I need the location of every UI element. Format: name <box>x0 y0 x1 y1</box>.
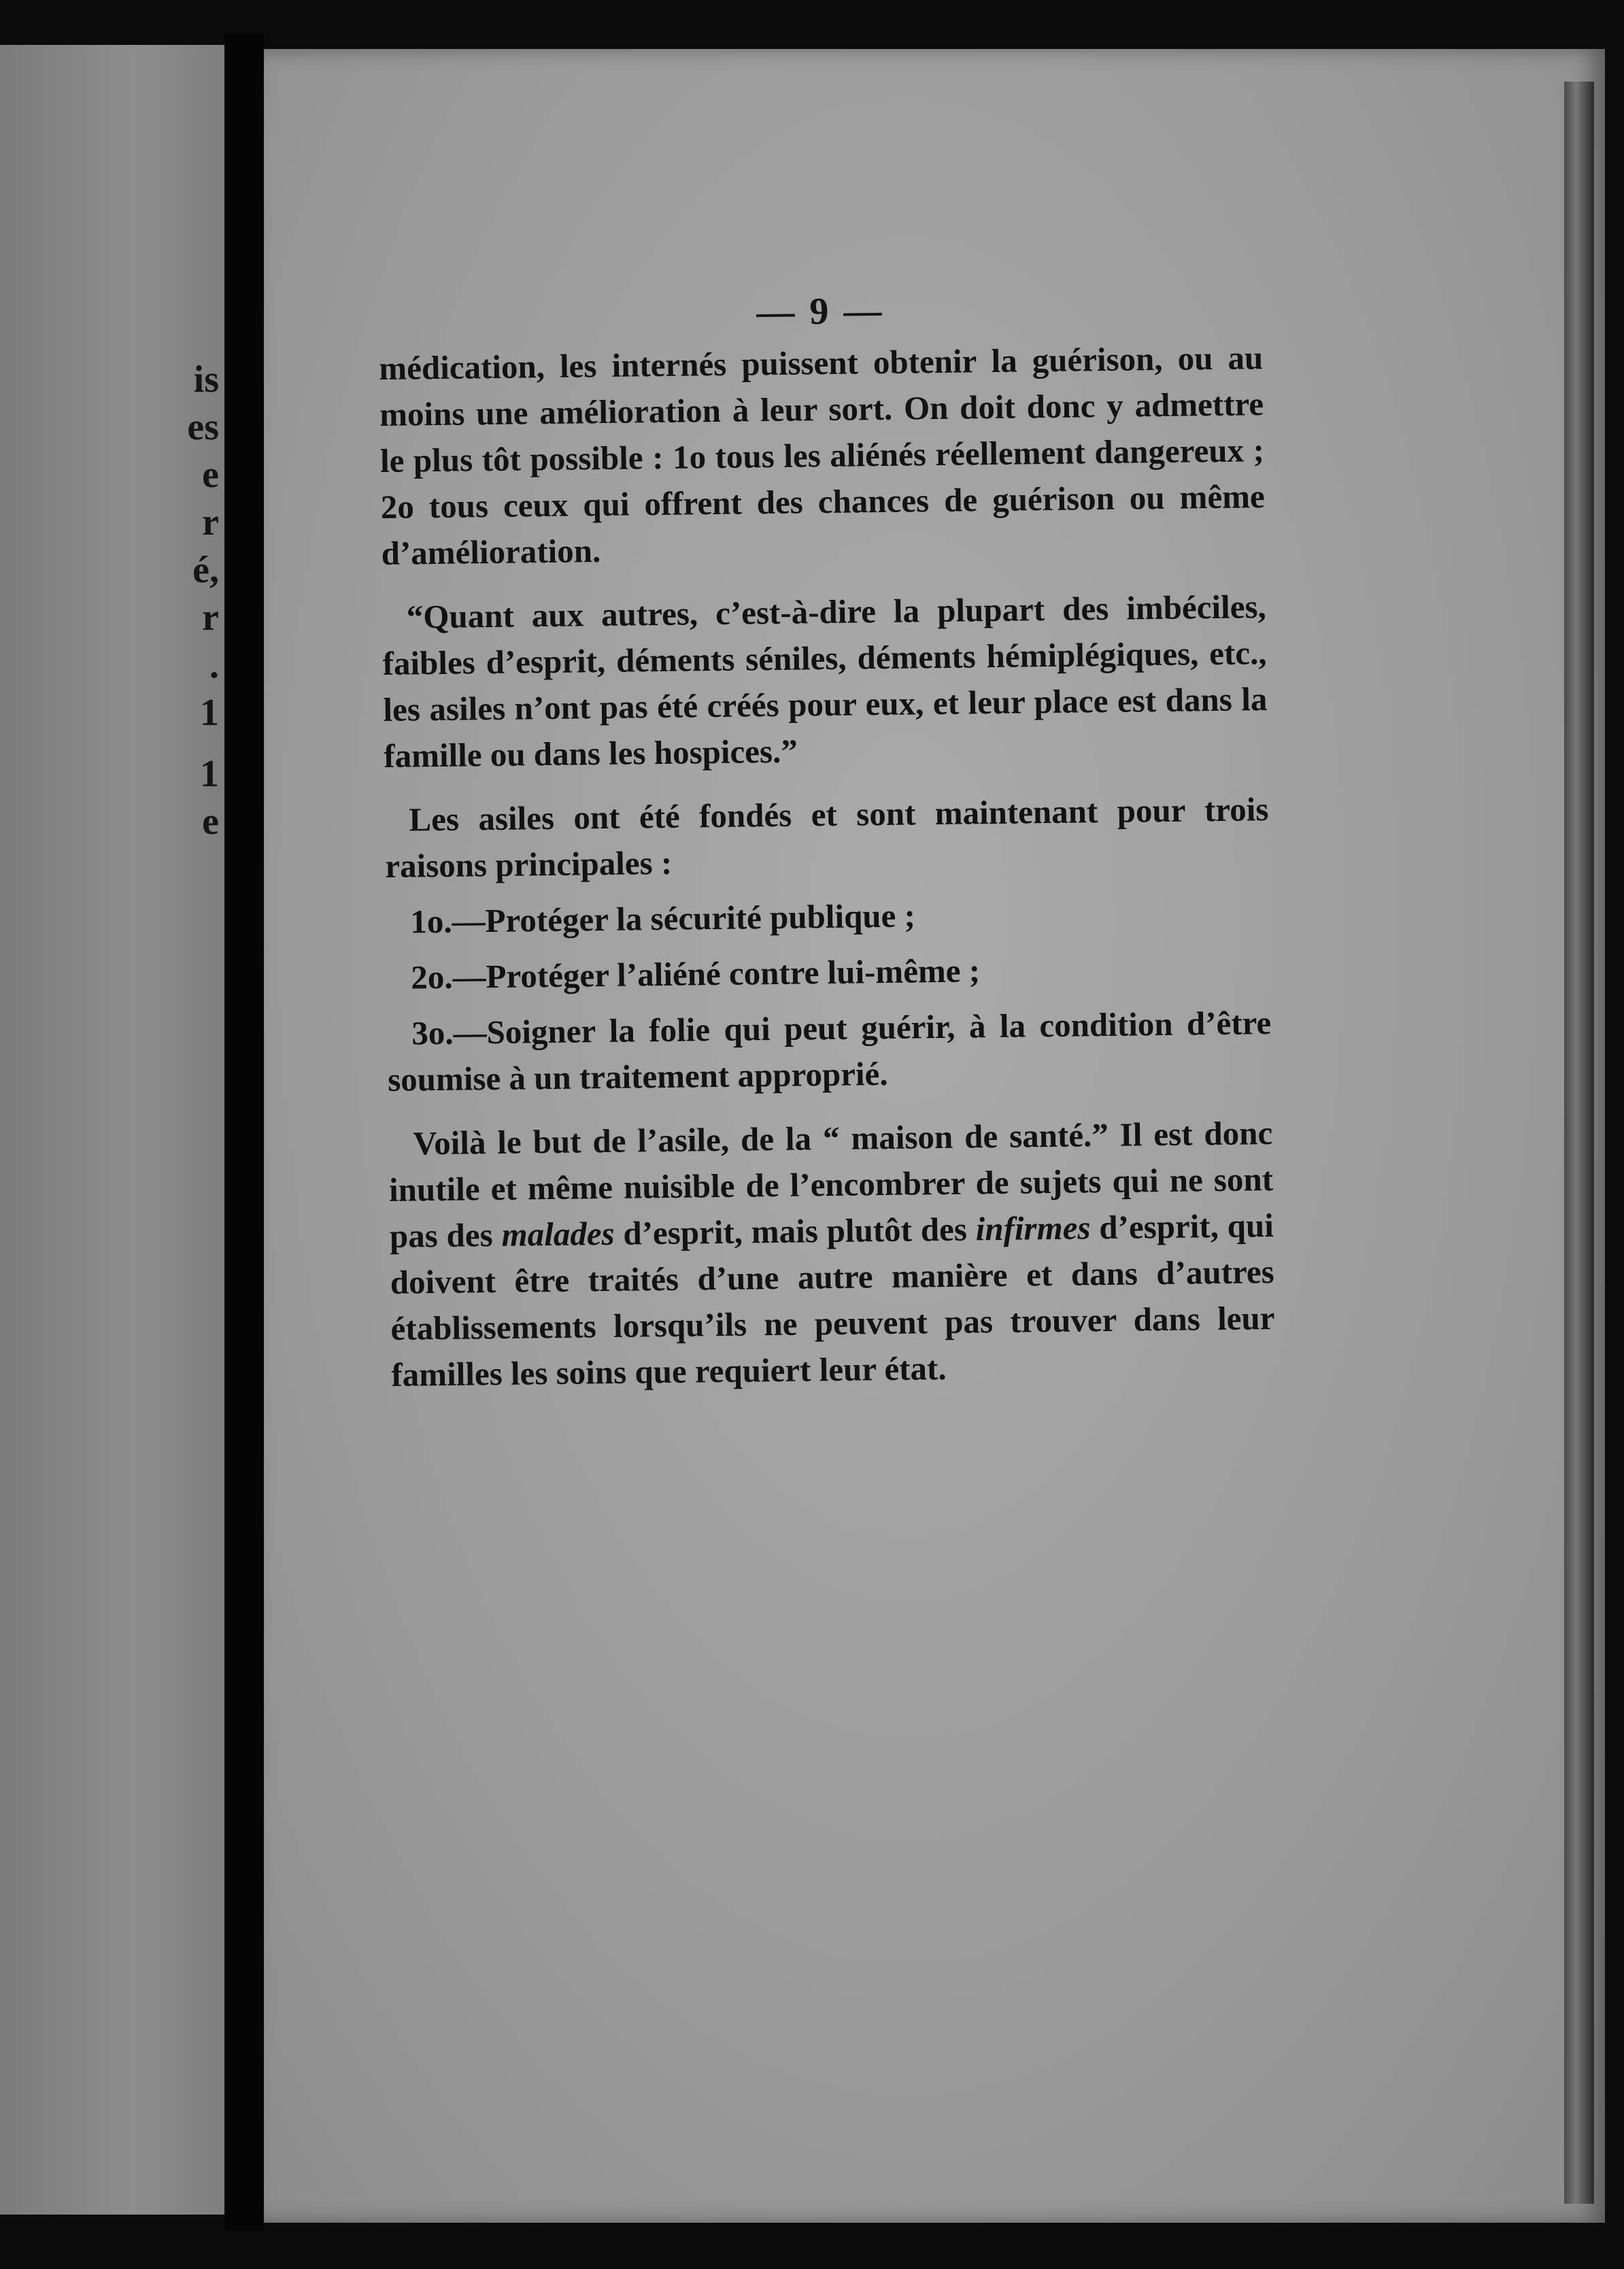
italic-word-malades: malades <box>501 1214 615 1254</box>
left-page-fragment: e <box>202 801 219 843</box>
text-run: Voilà le but de l’asile, de la “ maison de santé.” Il est donc inutile et même nuisible de l’encombrer de sujets qui ne sont pas des <box>388 1114 1274 1255</box>
book-gutter <box>224 34 264 2231</box>
right-page <box>264 49 1605 2223</box>
quote-paragraph: “Quant aux autres, c’est-à-dire la plupart des imbéciles, faibles d’esprit, déments séniles, déments hémiplégiques, etc., les asiles n’ont pas été créés pour eux, et leur place est dans la famille ou dans les hospices.” <box>382 588 1268 775</box>
page-text <box>378 283 1276 1416</box>
left-page-fragment: . <box>209 644 219 686</box>
list-item: 1o.—Protéger la sécurité publique ; <box>409 896 916 941</box>
page-number: — 9 — <box>756 289 885 334</box>
left-page-fragment: r <box>202 501 219 543</box>
left-page-fragment: 1 <box>200 692 219 734</box>
left-page-fragment: e <box>202 454 219 496</box>
closing-paragraph <box>388 1110 1276 1398</box>
paragraph: Les asiles ont été fondés et sont maintenant pour trois raisons principales : <box>384 790 1269 885</box>
left-page <box>0 45 224 2215</box>
italic-word-infirmes: infirmes <box>975 1209 1091 1248</box>
left-page-fragment: 1 <box>200 753 219 795</box>
list-item: 3o.—Soigner la folie qui peut guérir, à la condition d’être soumise à un traitement approprié. <box>387 1004 1272 1098</box>
left-page-fragment: é, <box>192 549 219 591</box>
text-run: d’esprit, qui doivent être traités d’une autre manière et dans d’autres établissements lorsqu’ils ne peuvent pas trouver dans leur familles les soins que requiert leur état. <box>390 1207 1275 1394</box>
left-page-fragment: es <box>187 406 219 448</box>
page-edge <box>1564 82 1594 2204</box>
left-page-fragment: is <box>193 358 219 401</box>
left-page-fragment: r <box>202 596 219 639</box>
text-run: d’esprit, mais plutôt des <box>614 1210 977 1252</box>
list-item: 2o.—Protéger l’aliéné contre lui-même ; <box>410 952 981 996</box>
paragraph: médication, les internés puissent obtenir la guérison, ou au moins une amélioration à leur sort. On doit donc y admettre le plus tôt possible : 1o tous les aliénés réellement dangereux ; 2o tous ceux qui offrent des chances de guérison ou même d’amélioration. <box>379 339 1266 572</box>
